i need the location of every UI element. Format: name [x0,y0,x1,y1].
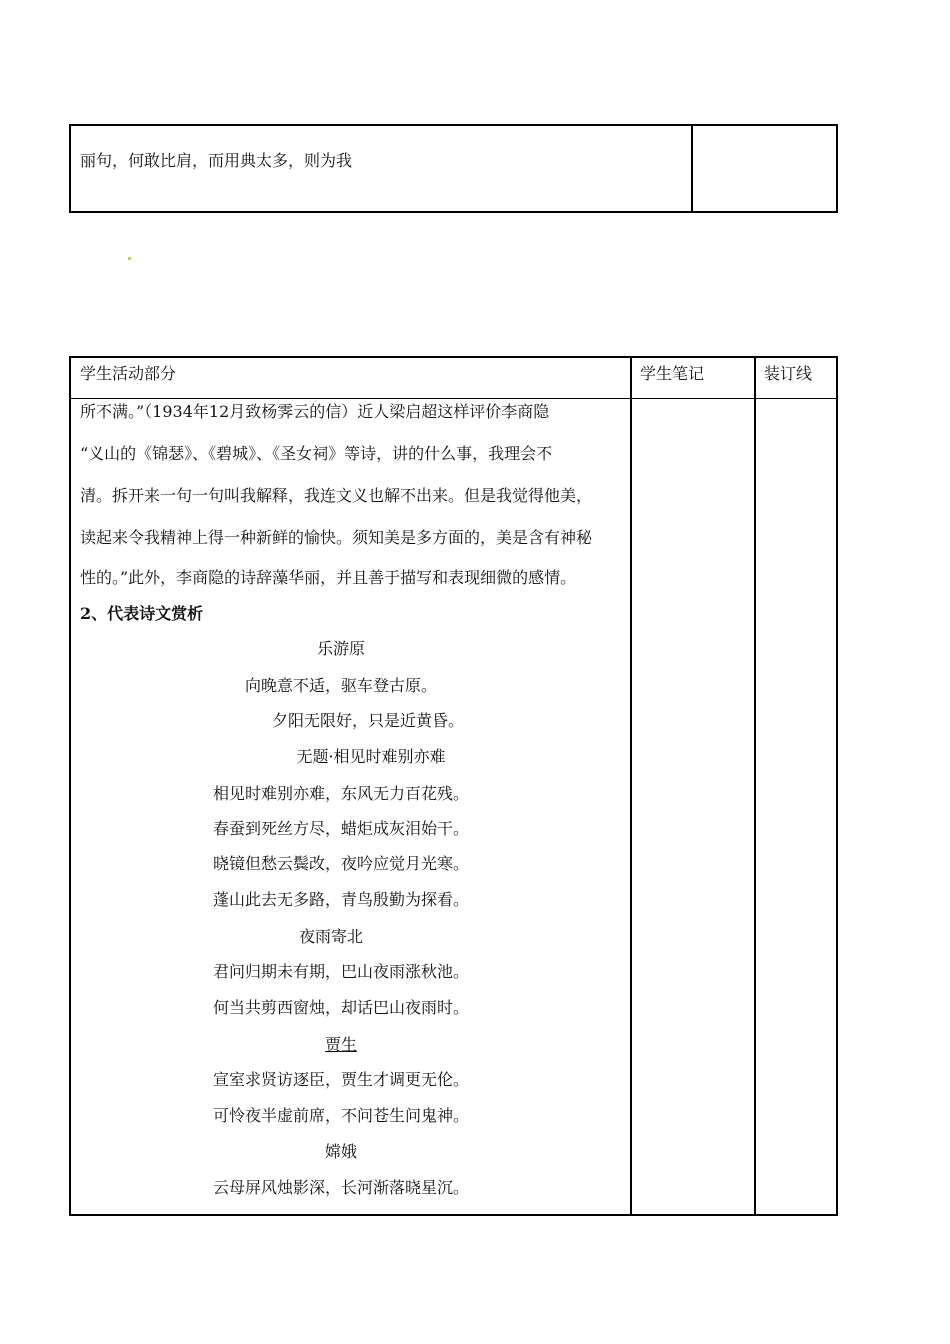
poem-line: 可怜夜半虚前席，不问苍生问鬼神。 [212,1106,469,1125]
paragraph-line: “义山的《锦瑟》、《碧城》、《圣女祠》等诗，讲的什么事，我理会不 [80,444,553,463]
top-table-divider [691,126,693,211]
paragraph-line: 读起来令我精神上得一种新鲜的愉快。须知美是多方面的，美是含有神秘 [80,528,593,547]
poem-line: 相见时难别亦难，东风无力百花残。 [212,784,469,803]
poem-title: 夜雨寄北 [298,927,363,946]
poem-line: 夕阳无限好，只是近黄昏。 [271,711,464,730]
poem-line: 君问归期未有期，巴山夜雨涨秋池。 [212,962,469,981]
poem-line: 春蚕到死丝方尽，蜡炬成灰泪始干。 [212,819,469,838]
poem-line: 向晚意不适，驱车登古原。 [244,676,437,695]
paragraph-line: 性的。”此外，李商隐的诗辞藻华丽，并且善于描写和表现细微的感情。 [80,568,577,587]
poem-line: 晓镜但愁云鬓改，夜吟应觉月光寒。 [212,854,469,873]
poem-line: 何当共剪西窗烛，却话巴山夜雨时。 [212,998,469,1017]
header-binding: 装订线 [764,364,813,383]
poem-title: 乐游原 [316,639,365,658]
top-table-text: 丽句，何敢比肩，而用典太多，则为我 [80,151,353,170]
speck [128,257,131,260]
poem-line: 蓬山此去无多路，青鸟殷勤为探看。 [212,890,469,909]
header-activity: 学生活动部分 [80,364,177,383]
header-notes: 学生笔记 [640,364,705,383]
poem-title: 贾生 [324,1035,357,1054]
header-divider [71,398,836,399]
poem-line: 宣室求贤访逐臣，贾生才调更无伦。 [212,1070,469,1089]
binding-column-divider [754,358,756,1214]
paragraph-line: 清。拆开来一句一句叫我解释，我连文义也解不出来。但是我觉得他美， [80,486,593,505]
poem-title: 无题·相见时难别亦难 [296,747,446,766]
section-heading: 2、代表诗文赏析 [80,604,204,623]
poem-title: 嫦娥 [324,1142,357,1161]
paragraph-line: 所不满。”（1934年12月致杨霁云的信）近人梁启超这样评价李商隐 [80,402,550,421]
notes-column-divider [630,358,632,1214]
poem-line: 云母屏风烛影深，长河渐落晓星沉。 [212,1178,469,1197]
